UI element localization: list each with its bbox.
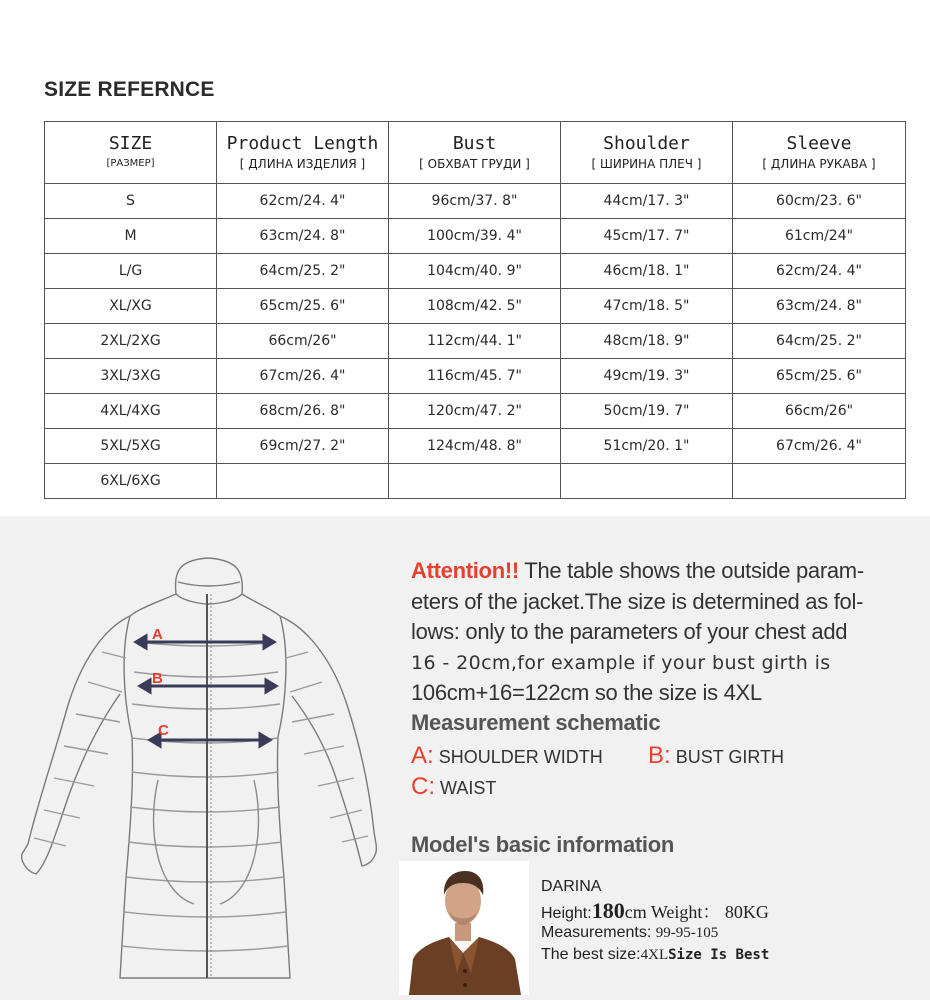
schematic-title: Measurement schematic: [411, 710, 661, 735]
model-name: DARINA: [541, 878, 602, 895]
cell-length: 64cm/25. 2": [217, 254, 389, 289]
cell-bust: 104cm/40. 9": [389, 254, 561, 289]
measurement-section: [0, 516, 930, 1000]
jacket-diagram: [8, 532, 388, 1000]
cell-bust: 116cm/45. 7": [389, 359, 561, 394]
collar-outline: [176, 558, 243, 604]
table-row: [45, 184, 906, 219]
cell-shoulder: [561, 464, 733, 499]
table-row: [45, 254, 906, 289]
header-size: SIZE [РАЗМЕР]: [45, 122, 217, 184]
legend-c: C: WAIST: [411, 773, 497, 800]
model-image: [399, 861, 529, 995]
cell-length: 67cm/26. 4": [217, 359, 389, 394]
table-header-row: [45, 122, 906, 184]
size-table: [44, 121, 906, 499]
cell-length: 62cm/24. 4": [217, 184, 389, 219]
cell-sleeve: [733, 464, 906, 499]
cell-sleeve: 63cm/24. 8": [733, 289, 906, 324]
model-info-title: Model's basic information: [411, 832, 674, 857]
cell-size: 6XL/6XG: [45, 464, 217, 499]
cell-shoulder: 48cm/18. 9": [561, 324, 733, 359]
cell-length: 63cm/24. 8": [217, 219, 389, 254]
model-measurements: Measurements: 99-95-105: [541, 924, 719, 941]
marker-b: B: [152, 670, 163, 687]
cell-bust: 124cm/48. 8": [389, 429, 561, 464]
collar-seam: [178, 582, 240, 586]
size-reference-title: SIZE REFERNCE: [44, 78, 215, 101]
marker-a: A: [152, 626, 163, 643]
cell-sleeve: 64cm/25. 2": [733, 324, 906, 359]
header-shoulder: Shoulder [ ШИРИНА ПЛЕЧ ]: [561, 122, 733, 184]
cell-size: M: [45, 219, 217, 254]
model-height-weight: Height:180cm Weight： 80KG: [541, 898, 769, 923]
header-sleeve: Sleeve [ ДЛИНА РУКАВА ]: [733, 122, 906, 184]
legend-b: B: BUST GIRTH: [648, 742, 785, 769]
cell-sleeve: 67cm/26. 4": [733, 429, 906, 464]
header-bust: Bust [ ОБХВАТ ГРУДИ ]: [389, 122, 561, 184]
attention-label: Attention!!: [411, 558, 519, 583]
cell-shoulder: 45cm/17. 7": [561, 219, 733, 254]
cell-sleeve: 65cm/25. 6": [733, 359, 906, 394]
cell-bust: 120cm/47. 2": [389, 394, 561, 429]
cell-size: L/G: [45, 254, 217, 289]
table-row: [45, 429, 906, 464]
cell-sleeve: 61cm/24": [733, 219, 906, 254]
cell-bust: 112cm/44. 1": [389, 324, 561, 359]
cell-bust: 96cm/37. 8": [389, 184, 561, 219]
jacket-body-outline: [120, 594, 290, 978]
model-photo: [399, 861, 529, 995]
model-best-size: The best size:4XLSize Is Best: [541, 946, 770, 963]
cell-shoulder: 50cm/19. 7": [561, 394, 733, 429]
cell-size: S: [45, 184, 217, 219]
cell-length: 69cm/27. 2": [217, 429, 389, 464]
table-row: [45, 464, 906, 499]
cell-bust: [389, 464, 561, 499]
table-row: [45, 289, 906, 324]
header-product-length: Product Length [ ДЛИНА ИЗДЕЛИЯ ]: [217, 122, 389, 184]
cell-sleeve: 62cm/24. 4": [733, 254, 906, 289]
cell-shoulder: 49cm/19. 3": [561, 359, 733, 394]
cell-shoulder: 46cm/18. 1": [561, 254, 733, 289]
cell-length: 68cm/26. 8": [217, 394, 389, 429]
cell-size: 3XL/3XG: [45, 359, 217, 394]
table-row: [45, 359, 906, 394]
cell-sleeve: 60cm/23. 6": [733, 184, 906, 219]
table-row: [45, 219, 906, 254]
table-row: [45, 324, 906, 359]
cell-length: [217, 464, 389, 499]
cell-bust: 100cm/39. 4": [389, 219, 561, 254]
cell-size: 5XL/5XG: [45, 429, 217, 464]
cell-sleeve: 66cm/26": [733, 394, 906, 429]
cell-size: 4XL/4XG: [45, 394, 217, 429]
table-row: [45, 394, 906, 429]
cell-size: 2XL/2XG: [45, 324, 217, 359]
cell-shoulder: 47cm/18. 5": [561, 289, 733, 324]
marker-c: C: [158, 722, 169, 739]
cell-shoulder: 44cm/17. 3": [561, 184, 733, 219]
cell-length: 66cm/26": [217, 324, 389, 359]
cell-size: XL/XG: [45, 289, 217, 324]
right-sleeve: [280, 616, 376, 866]
cell-shoulder: 51cm/20. 1": [561, 429, 733, 464]
legend-a: A: SHOULDER WIDTH: [411, 742, 603, 769]
cell-length: 65cm/25. 6": [217, 289, 389, 324]
attention-text: Attention!! The table shows the outside param- eters of the jacket.The size is determined as fol- lows: only to the parameters of your chest add 16 - 20cm,for example if your bust girth is 106cm+16=122cm so the size is 4XL: [411, 558, 864, 705]
cell-bust: 108cm/42. 5": [389, 289, 561, 324]
